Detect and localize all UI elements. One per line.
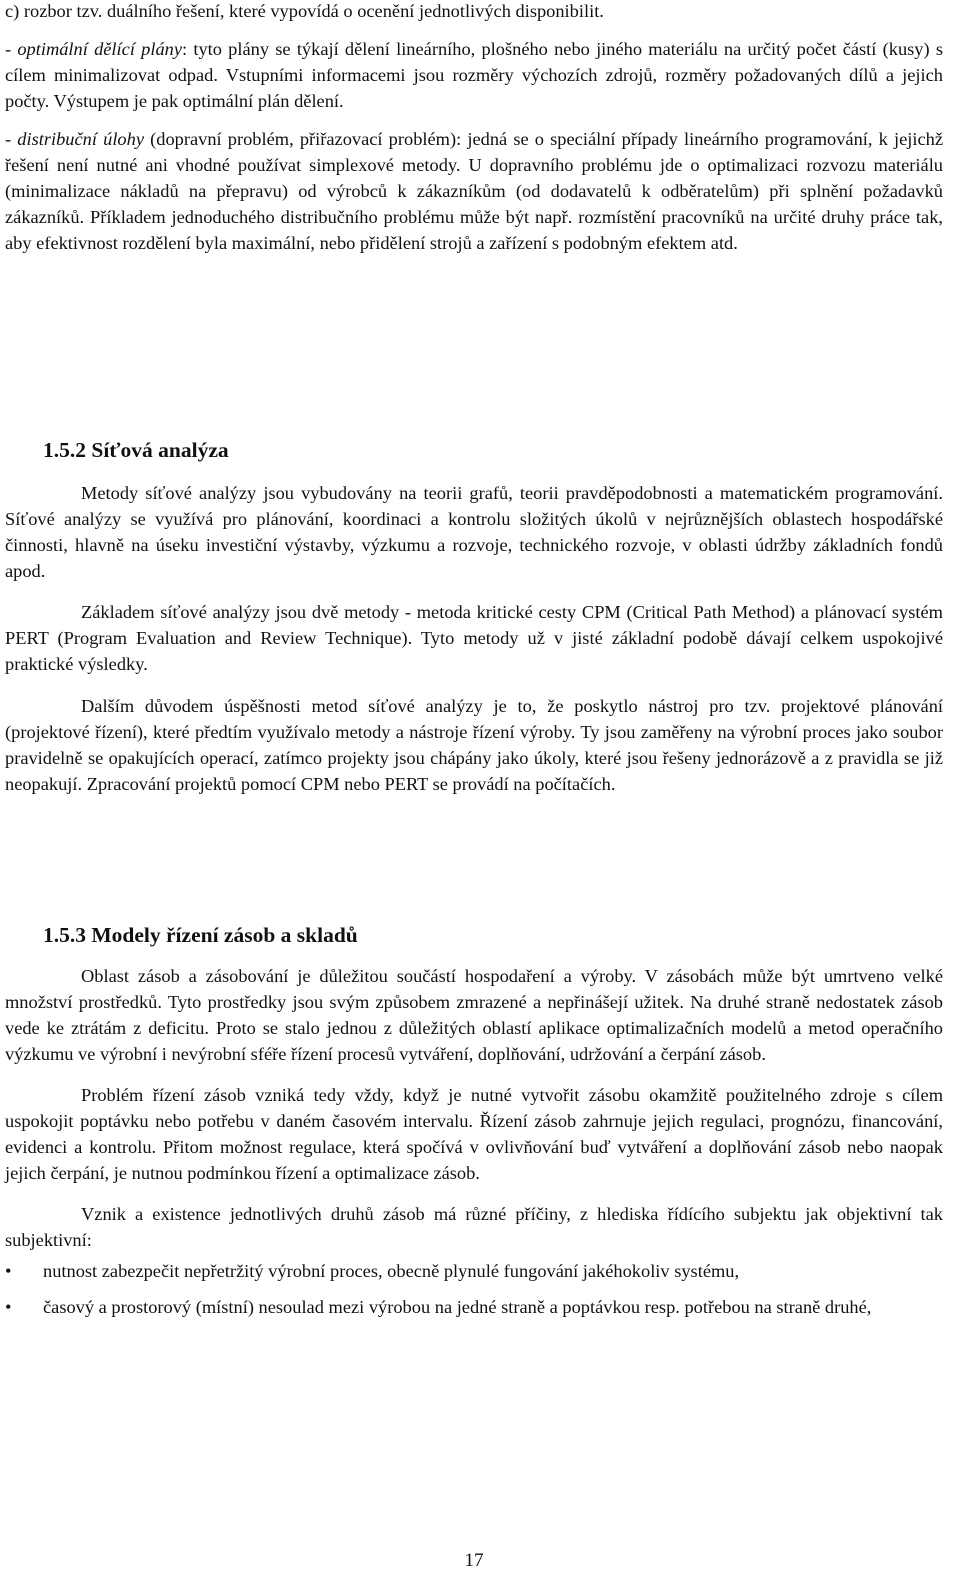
bullet-icon: • [5, 1297, 12, 1317]
paragraph-152-3: Dalším důvodem úspěšnosti metod síťové analýzy je to, že poskytlo nástroj pro tzv. projektové plánování (projektové řízení), které předtím využívalo metody a nástroje řízení výroby. Ty jsou zaměřeny na výrobní proces jako soubor pravidelně se opakujících operací, zatímco projekty jsou chápány jako úkoly, které jsou řešeny jednorázově a z pravidla se již neopakují. Zpracování projektů pomocí CPM nebo PERT se provádí na počítačích. [5, 696, 943, 794]
paragraph-153-2: Problém řízení zásob vzniká tedy vždy, když je nutné vytvořit zásobu okamžitě použitelného zdroje s cílem uspokojit poptávku nebo potřebu v daném časovém intervalu. Řízení zásob zahrnuje jejich regulaci, prognózu, financování, evidenci a kontrolu. Přitom možnost regulace, která spočívá v ovlivňování buď vytváření a doplňování zásob nebo naopak jejich čerpání, je nutnou podmínkou řízení a optimalizace zásob. [5, 1085, 943, 1183]
section-inventory-models [5, 921, 943, 1320]
paragraph-153-1: Oblast zásob a zásobování je důležitou součástí hospodaření a výroby. V zásobách může být umrtveno velké množství prostředků. Tyto prostředky jsou svým způsobem zmrazené a nepřinášejí užitek. Na druhé straně nedostatek zásob vede ke ztrátám z deficitu. Proto se stalo jednou z důležitých oblastí aplikace optimalizačních modelů a metod operačního výzkumu ve výrobní i nevýrobní sféře řízení procesů vytváření, doplňování, udržování a čerpání zásob. [5, 966, 943, 1064]
section-network-analysis [5, 436, 943, 797]
text-distribution: (dopravní problém, přiřazovací problém): jedná se o speciální případy lineárního programování, k jejichž řešení není nutné ani vhodné používat simplexové metody. U dopravního problému jde o optimalizaci rozvozu materiálu (minimalizace nákladů na přepravu) od výrobců k zákazníkům (od dodavatelů k odběratelům) při splnění požadavků zákazníků. Příkladem jednoduchého distribučního problému může být např. rozmístění pracovníků na určité druhy práce tak, aby efektivnost rozdělení byla maximální, nebo přidělení strojů a zařízení s podobným efektem atd. [5, 129, 943, 253]
section-heading-152: 1.5.2 Síťová analýza [43, 438, 229, 462]
cause-list [5, 1258, 943, 1320]
paragraph-152-1: Metody síťové analýzy jsou vybudovány na teorii grafů, teorii pravděpodobnosti a matematickém programování. Síťové analýzy se využívá pro plánování, koordinaci a kontrolu složitých úkolů v nejrůznějších oblastech hospodářské činnosti, hlavně na úseku investiční výstavby, výzkumu a rozvoje, technického rozvoje, v oblasti údržby základních fondů apod. [5, 483, 943, 581]
list-item-c: c) rozbor tzv. duálního řešení, které vypovídá o ocenění jednotlivých disponibilit. [5, 1, 604, 21]
bullet-icon: • [5, 1261, 12, 1281]
paragraph-153-3: Vznik a existence jednotlivých druhů zásob má různé příčiny, z hlediska řídícího subjektu jak objektivní tak subjektivní: [5, 1204, 943, 1250]
term-cutting-plans: - optimální dělící plány [5, 39, 183, 59]
list-item [5, 1294, 943, 1320]
text-cutting-plans: : tyto plány se týkají dělení lineárního, plošného nebo jiného materiálu na určitý počet částí (kusy) s cílem minimalizovat odpad. Vstupními informacemi jsou rozměry výchozích zdrojů, rozměry požadovaných dílů a jejich počty. Výstupem je pak optimální plán dělení. [5, 39, 943, 111]
bullet-text: nutnost zabezpečit nepřetržitý výrobní proces, obecně plynulé fungování jakéhokoliv systému, [43, 1261, 740, 1281]
section-heading-153: 1.5.3 Modely řízení zásob a skladů [43, 923, 358, 947]
list-item-distribution [5, 126, 943, 256]
bullet-text: časový a prostorový (místní) nesoulad mezi výrobou na jedné straně a poptávkou resp. potřebou na straně druhé, [43, 1297, 872, 1317]
list-item [5, 1258, 943, 1284]
paragraph-152-2: Základem síťové analýzy jsou dvě metody - metoda kritické cesty CPM (Critical Path Method) a plánovací systém PERT (Program Evaluation and Review Technique). Tyto metody už v jisté základní podobě dávají celkem uspokojivé praktické výsledky. [5, 602, 943, 674]
list-item-cutting-plans [5, 36, 943, 114]
top-section [5, 0, 943, 256]
term-distribution: - distribuční úlohy [5, 129, 144, 149]
page-number: 17 [464, 1550, 484, 1571]
